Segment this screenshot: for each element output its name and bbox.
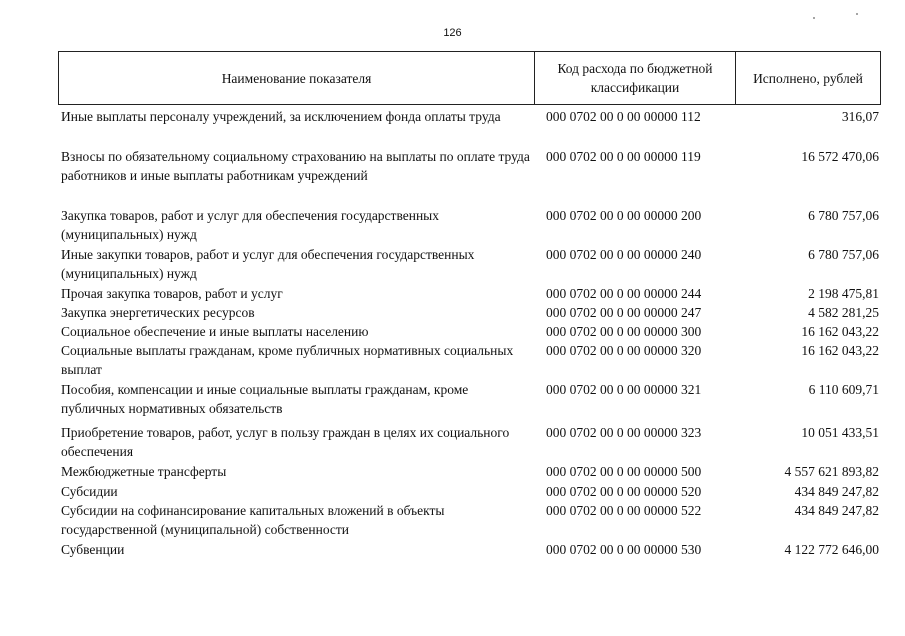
row-amount: 2 198 475,81	[808, 286, 879, 301]
row-amount: 16 572 470,06	[801, 149, 879, 164]
row-code: 000 0702 00 0 00 00000 247	[546, 305, 702, 320]
row-code: 000 0702 00 0 00 00000 520	[546, 484, 702, 499]
row-name: Взносы по обязательному социальному страхованию на выплаты по оплате труда работников и иные выплаты работникам учреждений	[61, 149, 530, 183]
row-code: 000 0702 00 0 00 00000 321	[546, 382, 702, 397]
row-code: 000 0702 00 0 00 00000 112	[546, 109, 701, 124]
table-row	[58, 482, 881, 501]
table-row	[58, 540, 881, 559]
row-code: 000 0702 00 0 00 00000 530	[546, 542, 702, 557]
table-row	[58, 206, 881, 244]
row-amount: 316,07	[841, 109, 879, 124]
row-amount: 4 557 621 893,82	[784, 464, 879, 479]
table-row	[58, 303, 881, 322]
row-code: 000 0702 00 0 00 00000 240	[546, 247, 702, 262]
row-name: Социальное обеспечение и иные выплаты населению	[61, 324, 369, 339]
row-name: Закупка энергетических ресурсов	[61, 305, 255, 320]
row-name: Иные закупки товаров, работ и услуг для обеспечения государственных (муниципальных) нужд	[61, 247, 475, 281]
row-name: Пособия, компенсации и иные социальные выплаты гражданам, кроме публичных нормативных обязательств	[61, 382, 469, 416]
table-row	[58, 284, 881, 303]
header-amount: Исполнено, рублей	[753, 70, 863, 86]
row-name: Иные выплаты персоналу учреждений, за исключением фонда оплаты труда	[61, 109, 501, 124]
row-name: Прочая закупка товаров, работ и услуг	[61, 286, 283, 301]
row-name: Социальные выплаты гражданам, кроме публичных нормативных социальных выплат	[61, 343, 514, 377]
row-amount: 4 122 772 646,00	[784, 542, 879, 557]
row-name: Субсидии на софинансирование капитальных вложений в объекты государственной (муниципальной) собственности	[61, 503, 445, 537]
row-code: 000 0702 00 0 00 00000 323	[546, 425, 702, 440]
row-code: 000 0702 00 0 00 00000 300	[546, 324, 702, 339]
table-row	[58, 380, 881, 418]
header-name: Наименование показателя	[59, 52, 535, 104]
row-code: 000 0702 00 0 00 00000 500	[546, 464, 702, 479]
row-amount: 16 162 043,22	[801, 343, 879, 358]
row-name: Субвенции	[61, 542, 125, 557]
row-name: Межбюджетные трансферты	[61, 464, 227, 479]
row-amount: 434 849 247,82	[794, 503, 879, 518]
row-code: 000 0702 00 0 00 00000 522	[546, 503, 702, 518]
row-amount: 6 780 757,06	[808, 208, 879, 223]
row-code: 000 0702 00 0 00 00000 200	[546, 208, 702, 223]
row-name: Закупка товаров, работ и услуг для обеспечения государственных (муниципальных) нужд	[61, 208, 440, 242]
table-row	[58, 423, 881, 461]
page-number: 126	[443, 27, 462, 39]
row-amount: 16 162 043,22	[801, 324, 879, 339]
row-code: 000 0702 00 0 00 00000 119	[546, 149, 701, 164]
table-row	[58, 107, 881, 126]
header-code: Код расхода по бюджетной классификации	[535, 52, 736, 104]
row-amount: 10 051 433,51	[801, 425, 879, 440]
table-row	[58, 245, 881, 283]
row-amount: 434 849 247,82	[794, 484, 879, 499]
row-amount: 6 780 757,06	[808, 247, 879, 262]
table-row	[58, 341, 881, 379]
table-row	[58, 147, 881, 185]
scan-speck	[813, 17, 815, 19]
table-row	[58, 462, 881, 481]
table-row	[58, 322, 881, 341]
row-code: 000 0702 00 0 00 00000 244	[546, 286, 702, 301]
row-amount: 6 110 609,71	[808, 382, 879, 397]
row-name: Приобретение товаров, работ, услуг в пользу граждан в целях их социального обеспечения	[61, 425, 510, 459]
row-name: Субсидии	[61, 484, 118, 499]
table-row	[58, 501, 881, 539]
scan-speck	[856, 13, 858, 15]
row-amount: 4 582 281,25	[808, 305, 879, 320]
row-code: 000 0702 00 0 00 00000 320	[546, 343, 702, 358]
table-header	[58, 51, 881, 105]
